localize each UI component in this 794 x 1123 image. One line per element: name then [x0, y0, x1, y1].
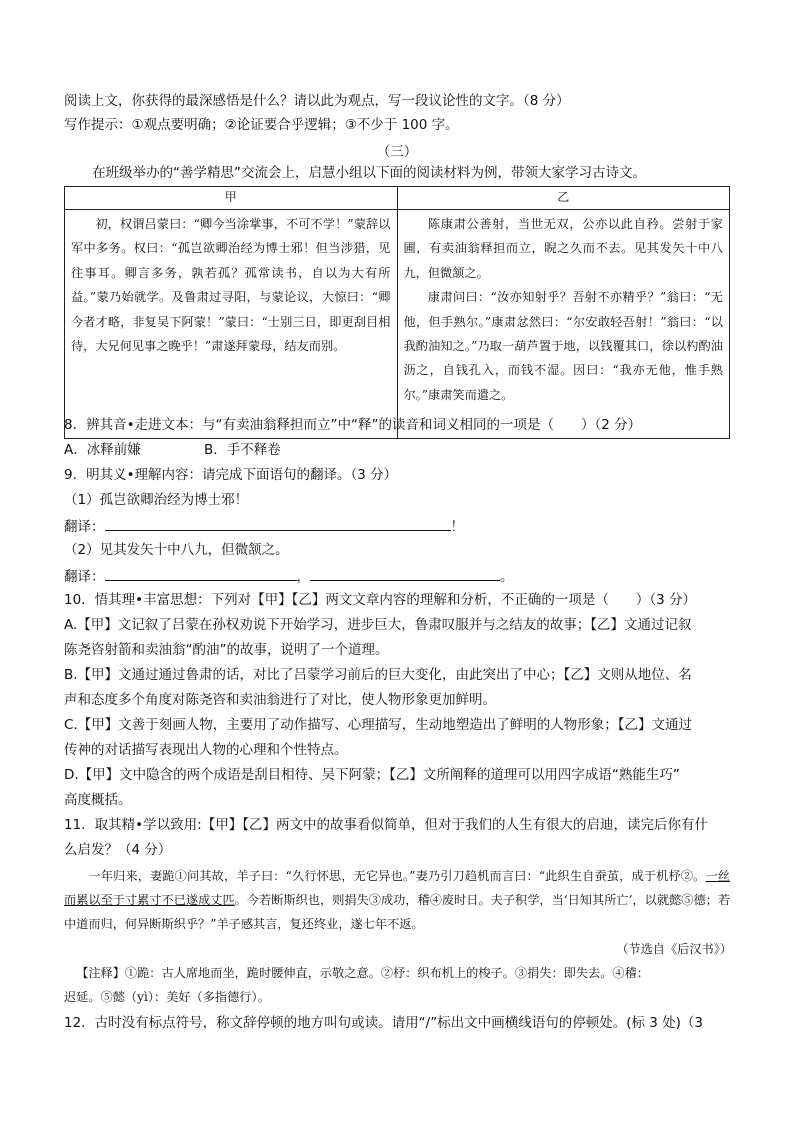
q12-line-1: 12．古时没有标点符号，称文辞停顿的地方叫句或读。请用“/”标出文中画横线语句的停顿处。(标 3 处)（3: [64, 1015, 704, 1031]
answer-blank[interactable]: [105, 566, 297, 581]
col-a-paragraph: 初，权谓吕蒙曰：“卿今当涂掌事，不可不学！”蒙辞以军中多务。权曰：“孤岂欲卿治经为博士邪！但当涉猎，见往事耳。卿言多务，孰若孤？孤常读书，自以为大有所益。”蒙乃始就学。及鲁肃过寻阳，与蒙论议，大惊曰：“卿今者才略，非复吴下阿蒙！”蒙曰：“士别三日，即更刮目相待，大兄何见事之晚乎！”肃遂拜蒙母，结友而别。: [71, 217, 391, 354]
q10-option-a-line1: A.【甲】文记叙了吕蒙在孙权劝说下开始学习，进步巨大，鲁肃叹服并与之结友的故事；【乙】文通过记叙: [64, 617, 692, 633]
q10-option-d-line1: D.【甲】文中隐含的两个成语是刮目相待、吴下阿蒙；【乙】文所阐释的道理可以用四字成语“熟能生巧”: [64, 767, 680, 783]
annotation-line-2: 迟延。⑤懿（yì）：美好（多指德行）。: [64, 990, 270, 1004]
q10-option-c-line2: 传神的对话描写表现出人物的心理和个性特点。: [64, 742, 348, 758]
q11-line-1: 11．取其精•学以致用:【甲】【乙】两文中的故事看似简单，但对于我们的人生有很大的启迪，读完后你有什: [64, 817, 708, 833]
underlined-sentence: 一丝而累以至于寸累寸不已遂成丈匹: [64, 869, 730, 907]
q10-option-b-line2: 声和态度多个角度对陈尧咨和卖油翁进行了对比，使人物形象更加鲜明。: [64, 692, 496, 708]
translation-label: 翻译：: [64, 519, 105, 535]
answer-end-mark: 。: [500, 569, 514, 585]
excerpt-text-start: 一年归来，妻跪①问其故，羊子曰：“久行怀思，无它异也。”妻乃引刀趋机而言曰：“此织生自蚕茧，成于机杼②。: [88, 869, 706, 883]
q11-line-2: 么启发？（4 分）: [64, 842, 172, 858]
col-b-paragraph-1: 陈康肃公善射，当世无双，公亦以此自矜。尝射于家圃，有卖油翁释担而立，睨之久而不去。见其发矢十中八九，但微颔之。: [403, 217, 723, 280]
q8-stem: 8．辨其音•走进文本：与“有卖油翁释担而立”中“释”的读音和词义相同的一项是（ ）（2 分）: [64, 417, 642, 433]
writing-tips: 写作提示：①观点要明确；②论证要合乎逻辑；③不少于 100 字。: [64, 117, 459, 133]
q10-option-d-line2: 高度概括。: [64, 792, 132, 808]
translation-label: 翻译：: [64, 569, 105, 585]
section-title: （三）: [376, 144, 418, 160]
lead-paragraph: 在班级举办的“善学精思”交流会上，启慧小组以下面的阅读材料为例，带领大家学习古诗文。: [92, 165, 646, 181]
q8-option-b: B．手不释卷: [204, 442, 281, 458]
q10-option-c-line1: C.【甲】文善于刻画人物，主要用了动作描写、心理描写，生动地塑造出了鲜明的人物形象；【乙】文通过: [64, 717, 692, 733]
q10-stem: 10．悟其理•丰富思想：下列对【甲】【乙】两文文章内容的理解和分析，不正确的一项是（ ）（3 分）: [64, 592, 697, 608]
q9-item-2: （2）见其发矢十中八九，但微颔之。: [64, 542, 289, 558]
question-prompt: 阅读上文，你获得的最深感悟是什么？请以此为观点，写一段议论性的文字。（8 分）: [64, 93, 570, 109]
q10-option-a-line2: 陈尧咨射箭和卖油翁“酌油”的故事，说明了一个道理。: [64, 642, 389, 658]
q8-option-a: A．冰释前嫌: [64, 442, 141, 458]
col-a-text: [65, 210, 398, 439]
col-a-header: 甲: [65, 187, 398, 210]
answer-end-mark: ！: [450, 519, 464, 535]
comparison-table: [64, 186, 730, 439]
q9-answer-1: [64, 516, 464, 536]
col-b-header: 乙: [397, 187, 730, 210]
classical-excerpt: [64, 864, 730, 936]
excerpt-source: （节选自《后汉书》）: [616, 942, 732, 956]
q9-stem: 9．明其义•理解内容：请完成下面语句的翻译。（3 分）: [64, 467, 398, 483]
annotation-line-1: 【注释】①跪：古人席地而坐，跪时腰伸直，示敬之意。②杼：织布机上的梭子。③捐失：即失去。④稽：: [76, 966, 649, 980]
q9-item-1: （1）孤岂欲卿治经为博士邪！: [64, 492, 249, 508]
excerpt-text-rest: 。今若断斯织也，则捐失③成功，稽④废时日。夫子积学，当‘日知其所亡’，以就懿⑤德；若中道而归，何异断斯织乎？”羊子感其言，复还终业，遂七年不返。: [64, 893, 731, 931]
answer-blank[interactable]: [105, 516, 451, 531]
answer-blank[interactable]: [310, 566, 500, 581]
q10-option-b-line1: B.【甲】文通过通过鲁肃的话，对比了吕蒙学习前后的巨大变化，由此突出了中心；【乙】文则从地位、名: [64, 667, 692, 683]
col-b-text: [397, 210, 730, 439]
col-b-paragraph-2: 康肃问曰：“汝亦知射乎？吾射不亦精乎？”翁曰：“无他，但手熟尔。”康肃忿然曰：“尔安敢轻吾射！”翁曰：“以我酌油知之。”乃取一葫芦置于地，以钱覆其口，徐以杓酌油沥之，自钱孔入，而钱不湿。因曰：“我亦无他，惟手熟尔。”康肃笑而遣之。: [403, 290, 723, 402]
separator-mark: ，: [296, 569, 310, 585]
q9-answer-2: [64, 566, 514, 586]
